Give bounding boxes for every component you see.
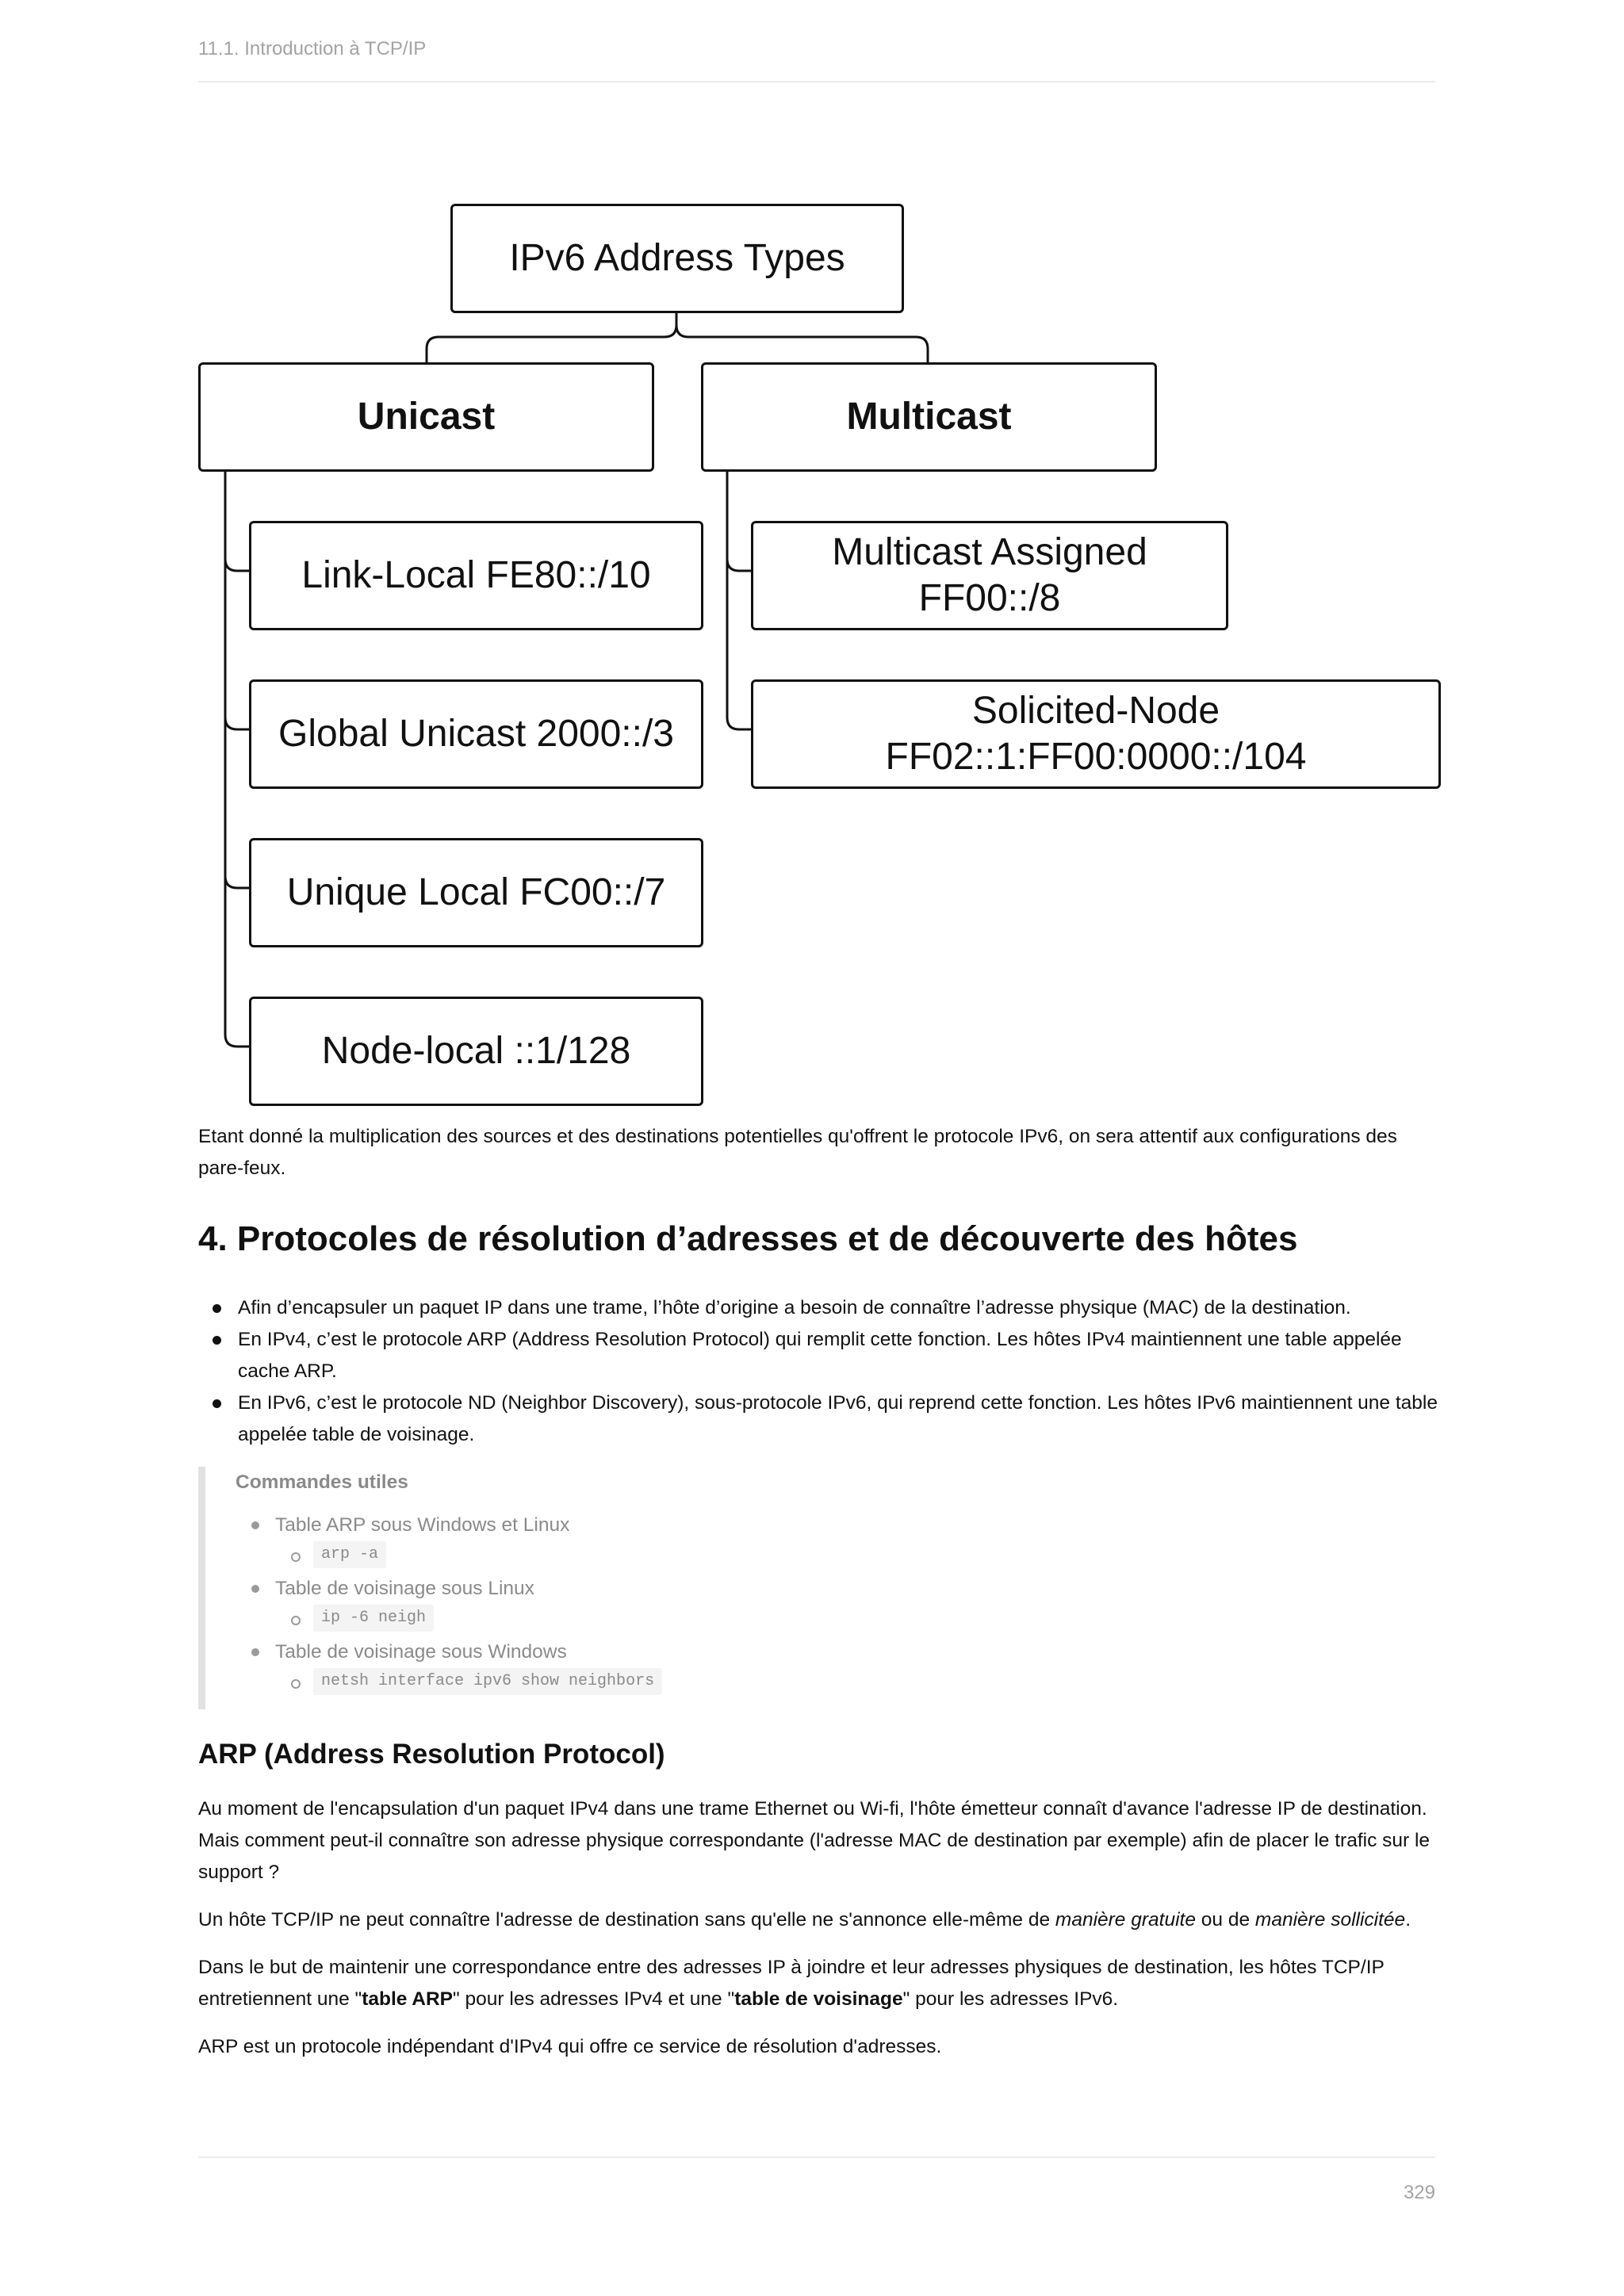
ipv6-address-types-diagram — [0, 0, 1624, 1110]
arp-paragraph-4-text: ARP est un protocole indépendant d'IPv4 qui offre ce service de résolution d'adresses. — [198, 2036, 942, 2057]
list-item: Afin d’encapsuler un paquet IP dans une trame, l’hôte d’origine a besoin de connaître l’adresse physique (MAC) de la destination. — [198, 1292, 1439, 1324]
link-local-node: Link-Local FE80::/10 — [249, 521, 703, 630]
unicast-node: Unicast — [198, 362, 654, 472]
command-code: arp -a — [313, 1541, 386, 1568]
list-item: En IPv4, c’est le protocole ARP (Address Resolution Protocol) qui remplit cette fonction. Les hôtes IPv4 maintiennent une table appelée cache ARP. — [198, 1324, 1439, 1387]
connector-unicast-4 — [225, 1035, 249, 1047]
command-item-label: Table de voisinage sous Windows — [236, 1636, 1439, 1668]
global-unicast-node: Global Unicast 2000::/3 — [249, 679, 703, 789]
connector-unicast-1 — [225, 559, 249, 571]
arp-paragraph-1-text: Au moment de l'encapsulation d'un paquet IPv4 dans une trame Ethernet ou Wi-fi, l'hôte émetteur connaît d'avance l'adresse IP de destination. Mais comment peut-il connaître son adresse physique correspondante (l'adresse MAC de destination par exemple) afin de placer le trafic sur le support ? — [198, 1798, 1431, 1883]
node-local-node: Node-local ::1/128 — [249, 997, 703, 1106]
arp-paragraph-2-text: Un hôte TCP/IP ne peut connaître l'adresse de destination sans qu'elle ne s'annonce elle-même de manière gratuite ou de manière sollicitée. — [198, 1909, 1411, 1931]
root-node: IPv6 Address Types — [450, 204, 904, 313]
bullet-list — [198, 1292, 1439, 1451]
footer-rule — [198, 2156, 1435, 2158]
command-sub-item — [236, 1605, 1439, 1636]
intro-paragraph — [198, 1121, 1439, 1184]
connector-unicast-3 — [225, 876, 249, 888]
arp-paragraph-1 — [198, 1793, 1439, 1888]
solicited-node-node: Solicited-Node FF02::1:FF00:0000::/104 — [751, 679, 1441, 789]
command-code: netsh interface ipv6 show neighbors — [313, 1668, 662, 1695]
connector-multicast-2 — [727, 718, 751, 729]
connector-unicast-2 — [225, 718, 249, 729]
command-sub-item — [236, 1668, 1439, 1700]
arp-paragraph-2 — [198, 1904, 1439, 1936]
list-item: En IPv6, c’est le protocole ND (Neighbor Discovery), sous-protocole IPv6, qui reprend cette fonction. Les hôtes IPv6 maintiennent une table appelée table de voisinage. — [198, 1387, 1439, 1451]
command-sub-item — [236, 1541, 1439, 1573]
callout-title: Commandes utiles — [236, 1471, 408, 1493]
command-item-label: Table de voisinage sous Linux — [236, 1573, 1439, 1605]
arp-paragraph-3 — [198, 1952, 1439, 2015]
arp-paragraph-4 — [198, 2031, 1439, 2063]
command-item-label: Table ARP sous Windows et Linux — [236, 1510, 1439, 1541]
unique-local-node: Unique Local FC00::/7 — [249, 838, 703, 947]
intro-paragraph-text: Etant donné la multiplication des sources et des destinations potentielles qu'offrent le protocole IPv6, on sera attentif aux configurations des pare-feux. — [198, 1126, 1397, 1179]
command-list — [236, 1510, 1439, 1700]
running-header: 11.1. Introduction à TCP/IP — [198, 38, 427, 59]
multicast-assigned-node: Multicast Assigned FF00::/8 — [751, 521, 1228, 630]
arp-heading: ARP (Address Resolution Protocol) — [198, 1739, 665, 1770]
connector-root-multicast — [676, 325, 928, 362]
multicast-node: Multicast — [701, 362, 1157, 472]
connector-root-unicast — [427, 313, 676, 362]
section-heading: 4. Protocoles de résolution d’adresses et de découverte des hôtes — [198, 1219, 1298, 1258]
useful-commands-callout — [198, 1467, 1439, 1709]
connector-multicast-1 — [727, 559, 751, 571]
arp-paragraph-3-text: Dans le but de maintenir une correspondance entre des adresses IP à joindre et leur adresses physiques de destination, les hôtes TCP/IP entretiennent une "table ARP" pour les adresses IPv4 et une "table de voisinage" pour les adresses IPv6. — [198, 1957, 1385, 2010]
page-number: 329 — [1403, 2182, 1435, 2203]
command-code: ip -6 neigh — [313, 1605, 434, 1632]
